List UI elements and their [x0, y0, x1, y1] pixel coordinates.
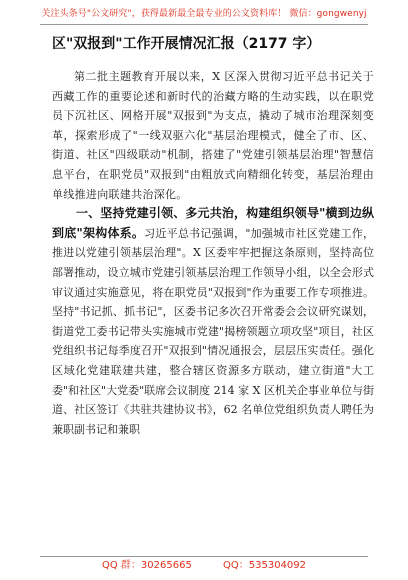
- section-one: [52, 204, 374, 439]
- section-one-text: 习近平总书记强调，"加强城市社区党建工作，推进以党建引领基层治理"。X 区委牢牢把握这条原则，坚持高位部署推动，设立城市党建引领基层治理工作领导小组，以全会形式审议通过实施意见，将在职党员"双报到"作为重要工作专项推进。坚持"书记抓、抓书记"，区委书记多次召开常委会会议研究谋划，街道党工委书记带头实施城市党建"揭榜领题立项攻坚"项目，社区党组织书记每季度召开"双报到"情况通报会，层层压实责任。强化区域化党建联建共建，整合辖区资源多方联动，建立街道"大工委"和社区"大党委"联席会议制度 214 家 X 区机关企事业单位与街道、社区签订《共驻共建协议书》，62 名单位党组织负责人聘任为兼职副书记和兼职: [52, 226, 374, 436]
- footer-qq-group: QQ 群：30265665: [101, 560, 192, 571]
- footer-qq-contact: QQ：535304092: [223, 560, 307, 571]
- header-divider: [40, 24, 368, 25]
- section-one-heading: 一、坚持党建引领、多元共治，构建组织领导"横到边纵到底"架构体系。: [52, 206, 374, 240]
- document-body: [52, 67, 374, 439]
- footer: [0, 559, 408, 573]
- footer-divider: [40, 556, 368, 557]
- document-title: 区"双报到"工作开展情况汇报（2177 字）: [52, 36, 321, 52]
- header-banner: 关注头条号"公文研究"，获得最新最全最专业的公文资料库！ 微信：gongwenyj: [41, 9, 367, 19]
- paragraph-intro: 第二批主题教育开展以来，X 区深入贯彻习近平总书记关于西藏工作的重要论述和新时代的治藏方略的生动实践，以在职党员下沉社区、网格开展"双报到"为支点，撬动了城市治理深刻变革，探索形成了"一线双驱六化"基层治理模式，健全了市、区、街道、社区"四级联动"机制，搭建了"党建引领基层治理"智慧信息平台，在职党员"双报到"由粗放式向精细化转变，基层治理由单线推进向联建共治深化。: [52, 70, 374, 201]
